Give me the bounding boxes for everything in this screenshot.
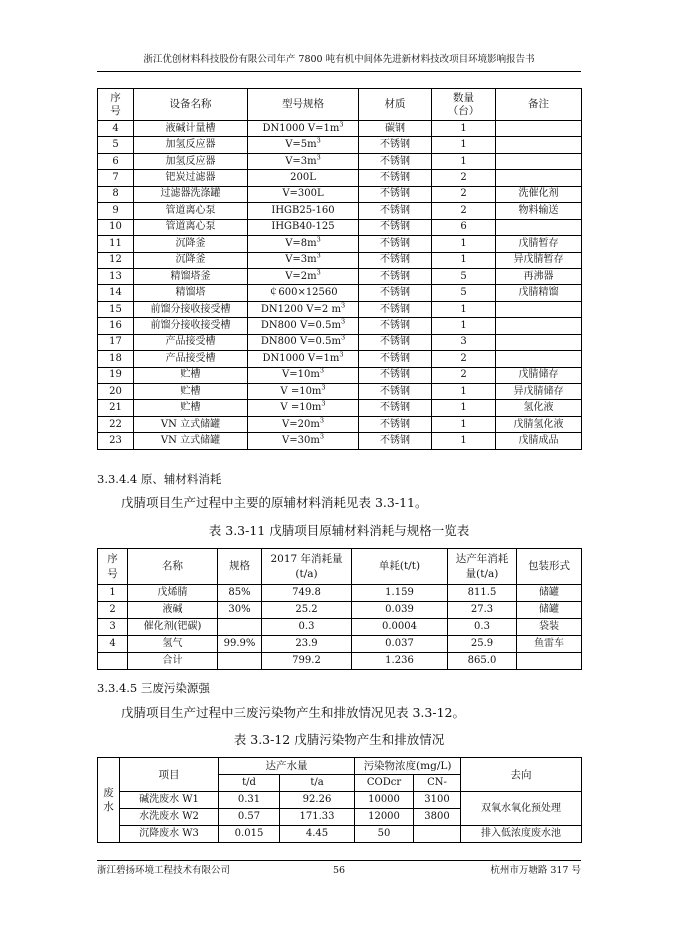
cell-note [496, 219, 582, 235]
table-row [98, 351, 582, 367]
waste-codcr: 12000 [355, 809, 414, 826]
col-header-model: 型号规格 [248, 89, 359, 121]
cell-material: 不锈钢 [359, 384, 432, 400]
cell-no: 5 [98, 137, 134, 153]
cell-equipment-name: 加氢反应器 [134, 153, 248, 169]
cell-material: 不锈钢 [359, 153, 432, 169]
cell-material: 不锈钢 [359, 416, 432, 432]
cell-equipment-name: 贮槽 [134, 400, 248, 416]
table-row [98, 367, 582, 383]
cell-no: 20 [98, 384, 134, 400]
section-heading-materials: 3.3.4.4 原、辅材料消耗 [97, 472, 222, 486]
cell-equipment-name: 过滤器洗涤罐 [134, 186, 248, 202]
cell-model: DN1200 V=2 $m^3$ [248, 301, 359, 317]
table-row [98, 334, 582, 350]
cell-qty: 1 [432, 433, 496, 449]
cell-note [496, 334, 582, 350]
subheader-ta: t/a [280, 775, 355, 792]
waste-group-label: 废 水 [98, 758, 120, 843]
col-header-2017-consumption: 2017 年消耗量 (t/a) [262, 549, 352, 585]
cell-no: 4 [98, 121, 134, 137]
cell-model: DN800 $V=0.5m^3$ [248, 334, 359, 350]
cell-note [496, 351, 582, 367]
waste-table [97, 757, 582, 843]
table-row [98, 318, 582, 334]
cell-no: 8 [98, 186, 134, 202]
cell-no: 22 [98, 416, 134, 432]
table-row [98, 186, 582, 202]
cell-model: IHGB40-125 [248, 219, 359, 235]
cell-no: 10 [98, 219, 134, 235]
cell-qty: 2 [432, 351, 496, 367]
cell-equipment-name: 贮槽 [134, 384, 248, 400]
materials-table-body [98, 585, 582, 670]
col-header-material: 材质 [359, 89, 432, 121]
waste-table-caption: 表 3.3-12 戊腈污染物产生和排放情况 [233, 732, 445, 747]
cell-equipment-name: 产品接受槽 [134, 351, 248, 367]
cell-model: $V=30m^3$ [248, 433, 359, 449]
col-header-qty: 数量 （台） [432, 89, 496, 121]
cell-model: 200L [248, 170, 359, 186]
cell-qty: 2 [432, 203, 496, 219]
waste-td: 0.015 [219, 826, 280, 843]
cell-equipment-name: 前馏分接收接受槽 [134, 301, 248, 317]
cell-qty: 1 [432, 384, 496, 400]
cell-unit-consumption: 1.159 [352, 585, 448, 602]
cell-note: 异戊腈储存 [496, 384, 582, 400]
cell-note [496, 318, 582, 334]
cell-material-name: 戊烯腈 [128, 585, 218, 602]
col-header-no: 序 号 [98, 549, 128, 585]
cell-material-name: 催化剂(钯碳) [128, 619, 218, 636]
table-row [98, 301, 582, 317]
cell-no: 13 [98, 268, 134, 284]
col-header-item: 项目 [120, 758, 219, 792]
cell-qty: 5 [432, 268, 496, 284]
table-row [98, 619, 582, 636]
cell-spec: 85% [218, 585, 262, 602]
cell-qty: 6 [432, 219, 496, 235]
page-header: 浙江优创材料科技股份有限公司年产 7800 吨有机中间体先进新材料技改项目环境影响报告书 [143, 54, 535, 65]
cell-equipment-name: 精馏塔 [134, 285, 248, 301]
cell-qty: 3 [432, 334, 496, 350]
cell-qty: 2 [432, 186, 496, 202]
cell-packaging [517, 653, 582, 670]
col-header-note: 备注 [496, 89, 582, 121]
table-row [98, 153, 582, 169]
table-row [98, 170, 582, 186]
footer-rule [97, 860, 581, 861]
subheader-codcr: CODcr [355, 775, 414, 792]
table-row [98, 400, 582, 416]
table-row [98, 826, 582, 843]
cell-model: DN1000 $V=1m^3$ [248, 121, 359, 137]
cell-material: 不锈钢 [359, 186, 432, 202]
table-row [98, 602, 582, 619]
cell-equipment-name: 管道离心泵 [134, 219, 248, 235]
cell-material: 不锈钢 [359, 268, 432, 284]
col-header-name: 名称 [128, 549, 218, 585]
cell-qty: 1 [432, 400, 496, 416]
col-header-full-consumption: 达产年消耗 量(t/a) [448, 549, 517, 585]
cell-equipment-name: VN 立式储罐 [134, 433, 248, 449]
cell-equipment-name: 沉降釜 [134, 252, 248, 268]
col-header-concentration: 污染物浓度(mg/L) [355, 758, 461, 775]
materials-paragraph: 戊腈项目生产过程中主要的原辅材料消耗见表 3.3-11。 [121, 495, 428, 510]
cell-no: 9 [98, 203, 134, 219]
cell-material: 不锈钢 [359, 351, 432, 367]
cell-model: $V=8m^3$ [248, 236, 359, 252]
cell-qty: 5 [432, 285, 496, 301]
col-header-name: 设备名称 [134, 89, 248, 121]
cell-note: 戊腈储存 [496, 367, 582, 383]
cell-unit-consumption: 0.039 [352, 602, 448, 619]
equipment-table-header [98, 89, 582, 121]
waste-td: 0.57 [219, 809, 280, 826]
waste-item-name: 水洗废水 W2 [120, 809, 219, 826]
cell-no: 6 [98, 153, 134, 169]
waste-destination: 双氧水氧化预处理 [461, 792, 582, 826]
cell-qty: 1 [432, 318, 496, 334]
cell-note: 洗催化剂 [496, 186, 582, 202]
cell-no [98, 653, 128, 670]
header-rule [97, 71, 581, 72]
cell-model: $V=5m^3$ [248, 137, 359, 153]
cell-note [496, 153, 582, 169]
cell-model: ￠600×12560 [248, 285, 359, 301]
cell-qty: 1 [432, 137, 496, 153]
materials-table-header [98, 549, 582, 585]
cell-model: $V=3m^3$ [248, 153, 359, 169]
cell-no: 17 [98, 334, 134, 350]
cell-material-name: 合计 [128, 653, 218, 670]
waste-item-name: 沉降废水 W3 [120, 826, 219, 843]
col-header-spec: 规格 [218, 549, 262, 585]
cell-model: V=300L [248, 186, 359, 202]
cell-note: 戊腈氢化液 [496, 416, 582, 432]
cell-unit-consumption: 0.0004 [352, 619, 448, 636]
cell-no: 21 [98, 400, 134, 416]
cell-full-consumption: 0.3 [448, 619, 517, 636]
cell-equipment-name: 沉降釜 [134, 236, 248, 252]
waste-destination: 排入低浓度废水池 [461, 826, 582, 843]
cell-equipment-name: VN 立式储罐 [134, 416, 248, 432]
cell-unit-consumption: 0.037 [352, 636, 448, 653]
cell-qty: 1 [432, 121, 496, 137]
cell-qty: 1 [432, 252, 496, 268]
cell-no: 23 [98, 433, 134, 449]
cell-no: 4 [98, 636, 128, 653]
cell-material: 不锈钢 [359, 400, 432, 416]
waste-cn [414, 826, 461, 843]
cell-2017-consumption: 25.2 [262, 602, 352, 619]
waste-ta: 92.26 [280, 792, 355, 809]
subheader-cn: CN- [414, 775, 461, 792]
col-header-packaging: 包装形式 [517, 549, 582, 585]
cell-equipment-name: 钯炭过滤器 [134, 170, 248, 186]
cell-spec: 30% [218, 602, 262, 619]
waste-ta: 171.33 [280, 809, 355, 826]
cell-note: 物料输送 [496, 203, 582, 219]
waste-item-name: 碱洗废水 W1 [120, 792, 219, 809]
cell-no: 19 [98, 367, 134, 383]
col-header-no: 序 号 [98, 89, 134, 121]
subheader-td: t/d [219, 775, 280, 792]
cell-equipment-name: 精馏塔釜 [134, 268, 248, 284]
cell-no: 2 [98, 602, 128, 619]
table-row [98, 121, 582, 137]
cell-full-consumption: 25.9 [448, 636, 517, 653]
cell-no: 16 [98, 318, 134, 334]
cell-material: 不锈钢 [359, 170, 432, 186]
cell-model: $V =10m^3$ [248, 400, 359, 416]
cell-note [496, 137, 582, 153]
cell-full-consumption: 865.0 [448, 653, 517, 670]
cell-no: 12 [98, 252, 134, 268]
waste-header-row-1 [98, 758, 582, 775]
cell-equipment-name: 加氢反应器 [134, 137, 248, 153]
cell-no: 11 [98, 236, 134, 252]
cell-no: 1 [98, 585, 128, 602]
cell-no: 14 [98, 285, 134, 301]
footer-company: 浙江碧扬环境工程技术有限公司 [97, 865, 231, 876]
cell-packaging: 袋装 [517, 619, 582, 636]
cell-material: 不锈钢 [359, 252, 432, 268]
equipment-table-body [98, 121, 582, 450]
table-row [98, 236, 582, 252]
cell-note: 再沸器 [496, 268, 582, 284]
table-row [98, 792, 582, 809]
table-row [98, 636, 582, 653]
cell-material: 不锈钢 [359, 137, 432, 153]
cell-no: 18 [98, 351, 134, 367]
cell-2017-consumption: 749.8 [262, 585, 352, 602]
cell-note: 氢化液 [496, 400, 582, 416]
waste-codcr: 50 [355, 826, 414, 843]
waste-cn: 3800 [414, 809, 461, 826]
cell-qty: 2 [432, 367, 496, 383]
cell-model: $V=10m^3$ [248, 367, 359, 383]
cell-material: 不锈钢 [359, 318, 432, 334]
cell-note: 异戊腈暂存 [496, 252, 582, 268]
cell-material: 不锈钢 [359, 285, 432, 301]
cell-material: 不锈钢 [359, 301, 432, 317]
cell-material: 不锈钢 [359, 433, 432, 449]
cell-no: 7 [98, 170, 134, 186]
cell-note: 戊腈暂存 [496, 236, 582, 252]
cell-packaging: 储罐 [517, 602, 582, 619]
col-header-capacity: 达产水量 [219, 758, 355, 775]
cell-model: DN800 $V=0.5m^3$ [248, 318, 359, 334]
cell-note: 戊腈成品 [496, 433, 582, 449]
cell-model: $V =10m^3$ [248, 384, 359, 400]
cell-material: 不锈钢 [359, 203, 432, 219]
cell-qty: 1 [432, 301, 496, 317]
waste-paragraph: 戊腈项目生产过程中三废污染物产生和排放情况见表 3.3-12。 [121, 705, 465, 720]
cell-2017-consumption: 0.3 [262, 619, 352, 636]
footer-address: 杭州市万塘路 317 号 [490, 865, 581, 876]
cell-equipment-name: 产品接受槽 [134, 334, 248, 350]
cell-qty: 1 [432, 153, 496, 169]
cell-material: 不锈钢 [359, 236, 432, 252]
cell-note: 戊腈精馏 [496, 285, 582, 301]
cell-packaging: 鱼雷车 [517, 636, 582, 653]
page-number: 56 [332, 865, 346, 876]
table-row [98, 433, 582, 449]
table-row [98, 137, 582, 153]
section-heading-waste: 3.3.4.5 三废污染源强 [97, 681, 210, 695]
cell-equipment-name: 液碱计量槽 [134, 121, 248, 137]
waste-codcr: 10000 [355, 792, 414, 809]
table-row [98, 252, 582, 268]
cell-2017-consumption: 23.9 [262, 636, 352, 653]
col-header-unit-consumption: 单耗(t/t) [352, 549, 448, 585]
cell-spec [218, 619, 262, 636]
cell-equipment-name: 贮槽 [134, 367, 248, 383]
cell-model: DN1000 $V=1m^3$ [248, 351, 359, 367]
cell-qty: 1 [432, 236, 496, 252]
table-row [98, 384, 582, 400]
cell-no: 3 [98, 619, 128, 636]
cell-material: 不锈钢 [359, 334, 432, 350]
cell-material-name: 液碱 [128, 602, 218, 619]
cell-spec: 99.9% [218, 636, 262, 653]
cell-2017-consumption: 799.2 [262, 653, 352, 670]
table-row [98, 585, 582, 602]
cell-material-name: 氢气 [128, 636, 218, 653]
waste-ta: 4.45 [280, 826, 355, 843]
cell-material: 碳钢 [359, 121, 432, 137]
equipment-table [97, 88, 582, 450]
materials-table-caption: 表 3.3-11 戊腈项目原辅材料消耗与规格一览表 [208, 523, 470, 538]
table-row [98, 268, 582, 284]
col-header-destination: 去向 [461, 758, 582, 792]
cell-model: $V=2m^3$ [248, 268, 359, 284]
cell-qty: 1 [432, 416, 496, 432]
cell-material: 不锈钢 [359, 367, 432, 383]
cell-model: IHGB25-160 [248, 203, 359, 219]
cell-model: $V=20m^3$ [248, 416, 359, 432]
cell-equipment-name: 前馏分接收接受槽 [134, 318, 248, 334]
cell-note [496, 301, 582, 317]
waste-cn: 3100 [414, 792, 461, 809]
cell-qty: 2 [432, 170, 496, 186]
cell-material: 不锈钢 [359, 219, 432, 235]
cell-no: 15 [98, 301, 134, 317]
table-row [98, 203, 582, 219]
cell-spec [218, 653, 262, 670]
cell-equipment-name: 管道离心泵 [134, 203, 248, 219]
cell-full-consumption: 811.5 [448, 585, 517, 602]
cell-full-consumption: 27.3 [448, 602, 517, 619]
cell-note [496, 121, 582, 137]
table-row [98, 285, 582, 301]
cell-note [496, 170, 582, 186]
table-row [98, 416, 582, 432]
cell-packaging: 储罐 [517, 585, 582, 602]
cell-unit-consumption: 1.236 [352, 653, 448, 670]
table-row [98, 653, 582, 670]
cell-model: $V=3m^3$ [248, 252, 359, 268]
table-row [98, 219, 582, 235]
waste-td: 0.31 [219, 792, 280, 809]
materials-table [97, 548, 582, 670]
